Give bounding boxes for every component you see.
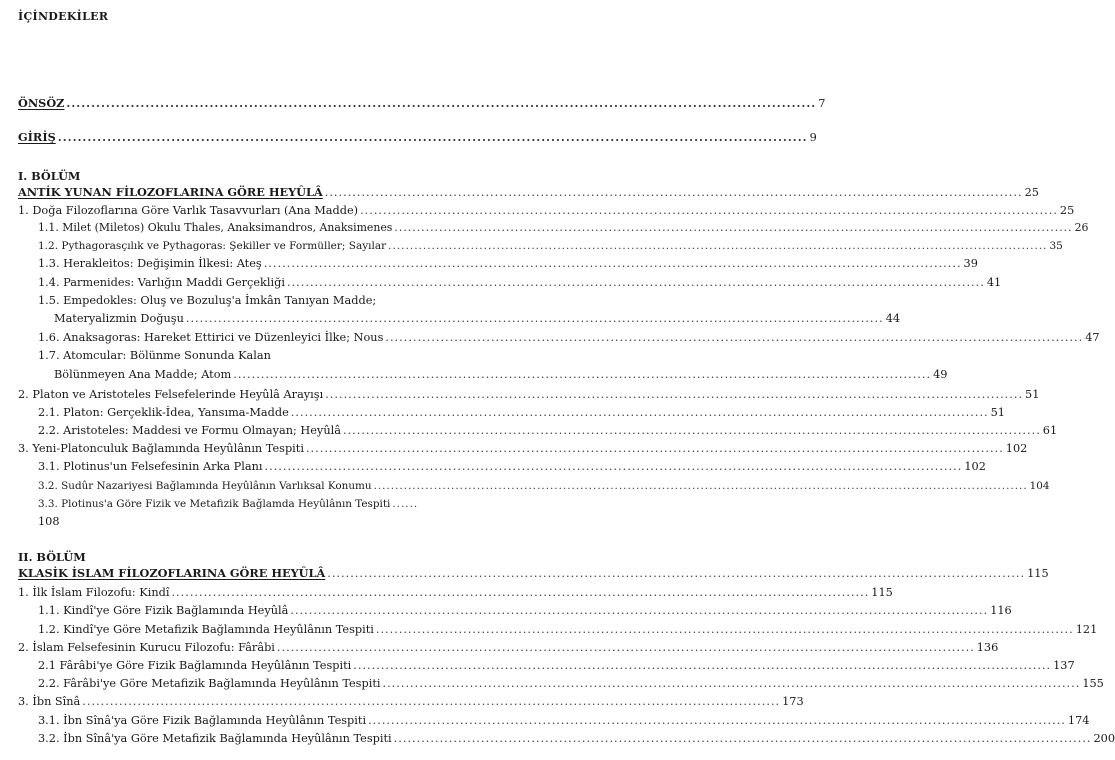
leader-dots: ........................................................................................................................................................ — [286, 276, 985, 289]
toc-entry[interactable] — [38, 677, 1104, 691]
toc-entry[interactable] — [38, 623, 1098, 637]
toc-page-number: 25 — [1024, 186, 1039, 199]
toc-entry-label: 3.2. İbn Sînâ'ya Göre Metafizik Bağlamında Heyûlânın Tespiti — [38, 732, 392, 745]
toc-page-number: 116 — [990, 604, 1012, 617]
leader-dots: ........................................................................................................................................................ — [264, 460, 963, 473]
toc-entry-label: 1.3. Herakleitos: Değişimin İlkesi: Ateş — [38, 257, 262, 270]
toc-entry[interactable] — [38, 659, 1075, 673]
toc-entry-label: 1.6. Anaksagoras: Hareket Ettirici ve Düzenleyici İlke; Nous — [38, 331, 384, 344]
leader-dots: ........................................................................................................................................................ — [276, 641, 975, 654]
toc-entry[interactable] — [54, 312, 901, 326]
leader-dots: ........................................................................................................................................................ — [393, 732, 1092, 745]
toc-entry-label: Bölünmeyen Ana Madde; Atom — [54, 368, 232, 381]
toc-entry[interactable] — [18, 388, 1040, 402]
part-label: I. BÖLÜM — [18, 169, 81, 183]
toc-page-number: 155 — [1082, 677, 1104, 690]
leader-dots: ........................................................................................................................................................ — [353, 659, 1052, 672]
leader-dots: ........................................................................................................................................................ — [382, 677, 1081, 690]
toc-entry[interactable] — [18, 442, 1028, 456]
toc-entry-label: 3. Yeni-Platonculuk Bağlamında Heyûlânın Tespiti — [18, 442, 304, 455]
toc-page-number: 9 — [809, 131, 817, 144]
leader-dots: ........................................................................................................................................................ — [342, 424, 1041, 437]
toc-part-title[interactable] — [18, 185, 1039, 200]
toc-page-number: 26 — [1074, 221, 1089, 234]
toc-entry-label: 3.1. Plotinus'un Felsefesinin Arka Planı — [38, 460, 263, 473]
toc-entry-label: 3.1. İbn Sînâ'ya Göre Fizik Bağlamında Heyûlânın Tespiti — [38, 714, 367, 727]
toc-entry-label: 2.1. Platon: Gerçeklik-İdea, Yansıma-Madde — [38, 406, 289, 419]
toc-entry-label: ÖNSÖZ — [18, 96, 65, 110]
toc-page-number: 115 — [871, 586, 893, 599]
toc-entry-label: 2.2. Aristoteles: Maddesi ve Formu Olmayan; Heyûlâ — [38, 424, 341, 437]
toc-entry[interactable] — [18, 695, 804, 709]
leader-dots: ........................................................................................................................................................ — [66, 96, 817, 110]
toc-entry[interactable] — [38, 479, 1050, 493]
toc-entry[interactable] — [18, 641, 999, 655]
toc-entry-label[interactable]: 1.7. Atomcular: Bölünme Sonunda Kalan — [38, 349, 271, 362]
leader-dots: ........................................................................................................................................................ — [185, 312, 884, 325]
leader-dots: ........................................................................................................................................................ — [360, 204, 1058, 217]
toc-entry-label: 1.4. Parmenides: Varlığın Maddi Gerçekliği — [38, 276, 285, 289]
leader-dots: ........................................................................................................................................................ — [327, 567, 1026, 580]
toc-entry[interactable] — [18, 586, 893, 600]
toc-page-number: 49 — [933, 368, 948, 381]
toc-page-number: 173 — [782, 695, 804, 708]
toc-page-number: 35 — [1049, 240, 1063, 252]
toc-entry-label[interactable]: 1.5. Empedokles: Oluş ve Bozuluş'a İmkân Tanıyan Madde; — [38, 294, 377, 307]
toc-page-number: 136 — [976, 641, 999, 654]
leader-dots: ........................................................................................................................................................ — [305, 442, 1004, 455]
leader-dots: ........................................................................................................................................................ — [171, 586, 870, 599]
toc-entry-label: Materyalizmin Doğuşu — [54, 312, 184, 325]
toc-entry[interactable] — [38, 331, 1100, 345]
toc-page-number: 47 — [1085, 331, 1100, 344]
toc-entry[interactable] — [38, 714, 1090, 728]
toc-part-title[interactable] — [18, 566, 1049, 581]
toc-entry-label: GİRİŞ — [18, 130, 56, 144]
page-title: İÇİNDEKİLER — [18, 10, 109, 23]
toc-page-number: 121 — [1075, 623, 1098, 636]
leader-dots: ........................................................................................................................................................ — [325, 388, 1024, 401]
toc-page-number: 200 — [1093, 732, 1115, 745]
toc-page-number: 102 — [964, 460, 986, 473]
toc-page-number: 7 — [818, 97, 826, 110]
part-label: II. BÖLÜM — [18, 550, 86, 564]
toc-entry-label: ANTİK YUNAN FİLOZOFLARINA GÖRE HEYÛLÂ — [18, 185, 323, 199]
toc-page-number: 108 — [38, 515, 60, 528]
toc-entry-label: 2. İslam Felsefesinin Kurucu Filozofu: Fârâbi — [18, 641, 275, 654]
toc-page-number: 44 — [885, 312, 901, 325]
leader-dots: ........................................................................................................................................................ — [324, 186, 1023, 199]
toc-page-number: 39 — [963, 257, 978, 270]
toc-page-number: 61 — [1042, 424, 1058, 437]
toc-entry[interactable] — [54, 368, 948, 382]
toc-entry-label: 3.3. Plotinus'a Göre Fizik ve Metafizik Bağlamda Heyûlânın Tespiti — [38, 498, 391, 510]
toc-entry[interactable] — [38, 460, 986, 474]
leader-dots: ........................................................................................................................................................ — [385, 331, 1084, 344]
toc-entry-onsoz[interactable] — [18, 96, 826, 111]
toc-entry[interactable] — [38, 732, 1115, 746]
leader-dots: ........................................................................................................................................................ — [57, 130, 808, 144]
toc-entry-label: KLASİK İSLAM FİLOZOFLARINA GÖRE HEYÛLÂ — [18, 566, 326, 580]
toc-entry-label: 1.2. Kindî'ye Göre Metafizik Bağlamında Heyûlânın Tespiti — [38, 623, 374, 636]
toc-page-number: 115 — [1027, 567, 1049, 580]
leader-dots: ........................................................................................................................................................ — [373, 480, 1028, 492]
toc-entry-label: 2.1 Fârâbi'ye Göre Fizik Bağlamında Heyûlânın Tespiti — [38, 659, 352, 672]
toc-entry[interactable] — [18, 204, 1075, 218]
leader-dots: ........................................................................................................................................................ — [290, 406, 989, 419]
leader-dots: ........................................................................................................................................................ — [375, 623, 1074, 636]
leader-dots: ........................................................................................................................................................ — [263, 257, 962, 270]
toc-entry-label: 2. Platon ve Aristoteles Felsefelerinde Heyûlâ Arayışı — [18, 388, 324, 401]
toc-page-number: 104 — [1029, 480, 1050, 492]
toc-entry[interactable] — [38, 276, 1002, 290]
toc-entry-label: 1. İlk İslam Filozofu: Kindî — [18, 586, 170, 599]
toc-entry-label: 3.2. Sudûr Nazariyesi Bağlamında Heyûlânın Varlıksal Konumu — [38, 480, 372, 492]
toc-entry[interactable] — [38, 239, 1063, 253]
toc-page-number: 41 — [986, 276, 1002, 289]
toc-entry-label: 1.2. Pythagorasçılık ve Pythagoras: Şekiller ve Formüller; Sayılar — [38, 240, 387, 252]
toc-page-number: 174 — [1067, 714, 1090, 727]
toc-entry-label: 2.2. Fârâbi'ye Göre Metafizik Bağlamında Heyûlânın Tespiti — [38, 677, 381, 690]
leader-dots: ...... — [392, 498, 419, 510]
toc-entry[interactable] — [38, 424, 1058, 438]
leader-dots: ........................................................................................................................................................ — [388, 240, 1048, 252]
toc-entry-label: 1.1. Milet (Miletos) Okulu Thales, Anaksimandros, Anaksimenes — [38, 221, 393, 234]
toc-page-number: 25 — [1059, 204, 1075, 217]
toc-page-number: 51 — [1025, 388, 1040, 401]
leader-dots: ........................................................................................................................................................ — [394, 221, 1073, 234]
toc-page-number: 51 — [990, 406, 1005, 419]
leader-dots: ........................................................................................................................................................ — [368, 714, 1066, 727]
toc-entry[interactable] — [38, 406, 1005, 420]
toc-entry[interactable] — [38, 604, 1012, 618]
toc-entry-label: 3. İbn Sînâ — [18, 695, 81, 708]
toc-entry-label: 1. Doğa Filozoflarına Göre Varlık Tasavvurları (Ana Madde) — [18, 204, 359, 217]
leader-dots: ........................................................................................................................................................ — [290, 604, 989, 617]
toc-entry-label: 1.1. Kindî'ye Göre Fizik Bağlamında Heyûlâ — [38, 604, 289, 617]
toc-page-number: 102 — [1005, 442, 1028, 455]
leader-dots: ........................................................................................................................................................ — [82, 695, 781, 708]
toc-entry[interactable] — [38, 497, 448, 511]
toc-entry-giris[interactable] — [18, 130, 817, 145]
toc-page-number: 137 — [1053, 659, 1075, 672]
toc-entry[interactable] — [38, 221, 1089, 235]
leader-dots: ........................................................................................................................................................ — [233, 368, 932, 381]
toc-entry[interactable] — [38, 257, 978, 271]
